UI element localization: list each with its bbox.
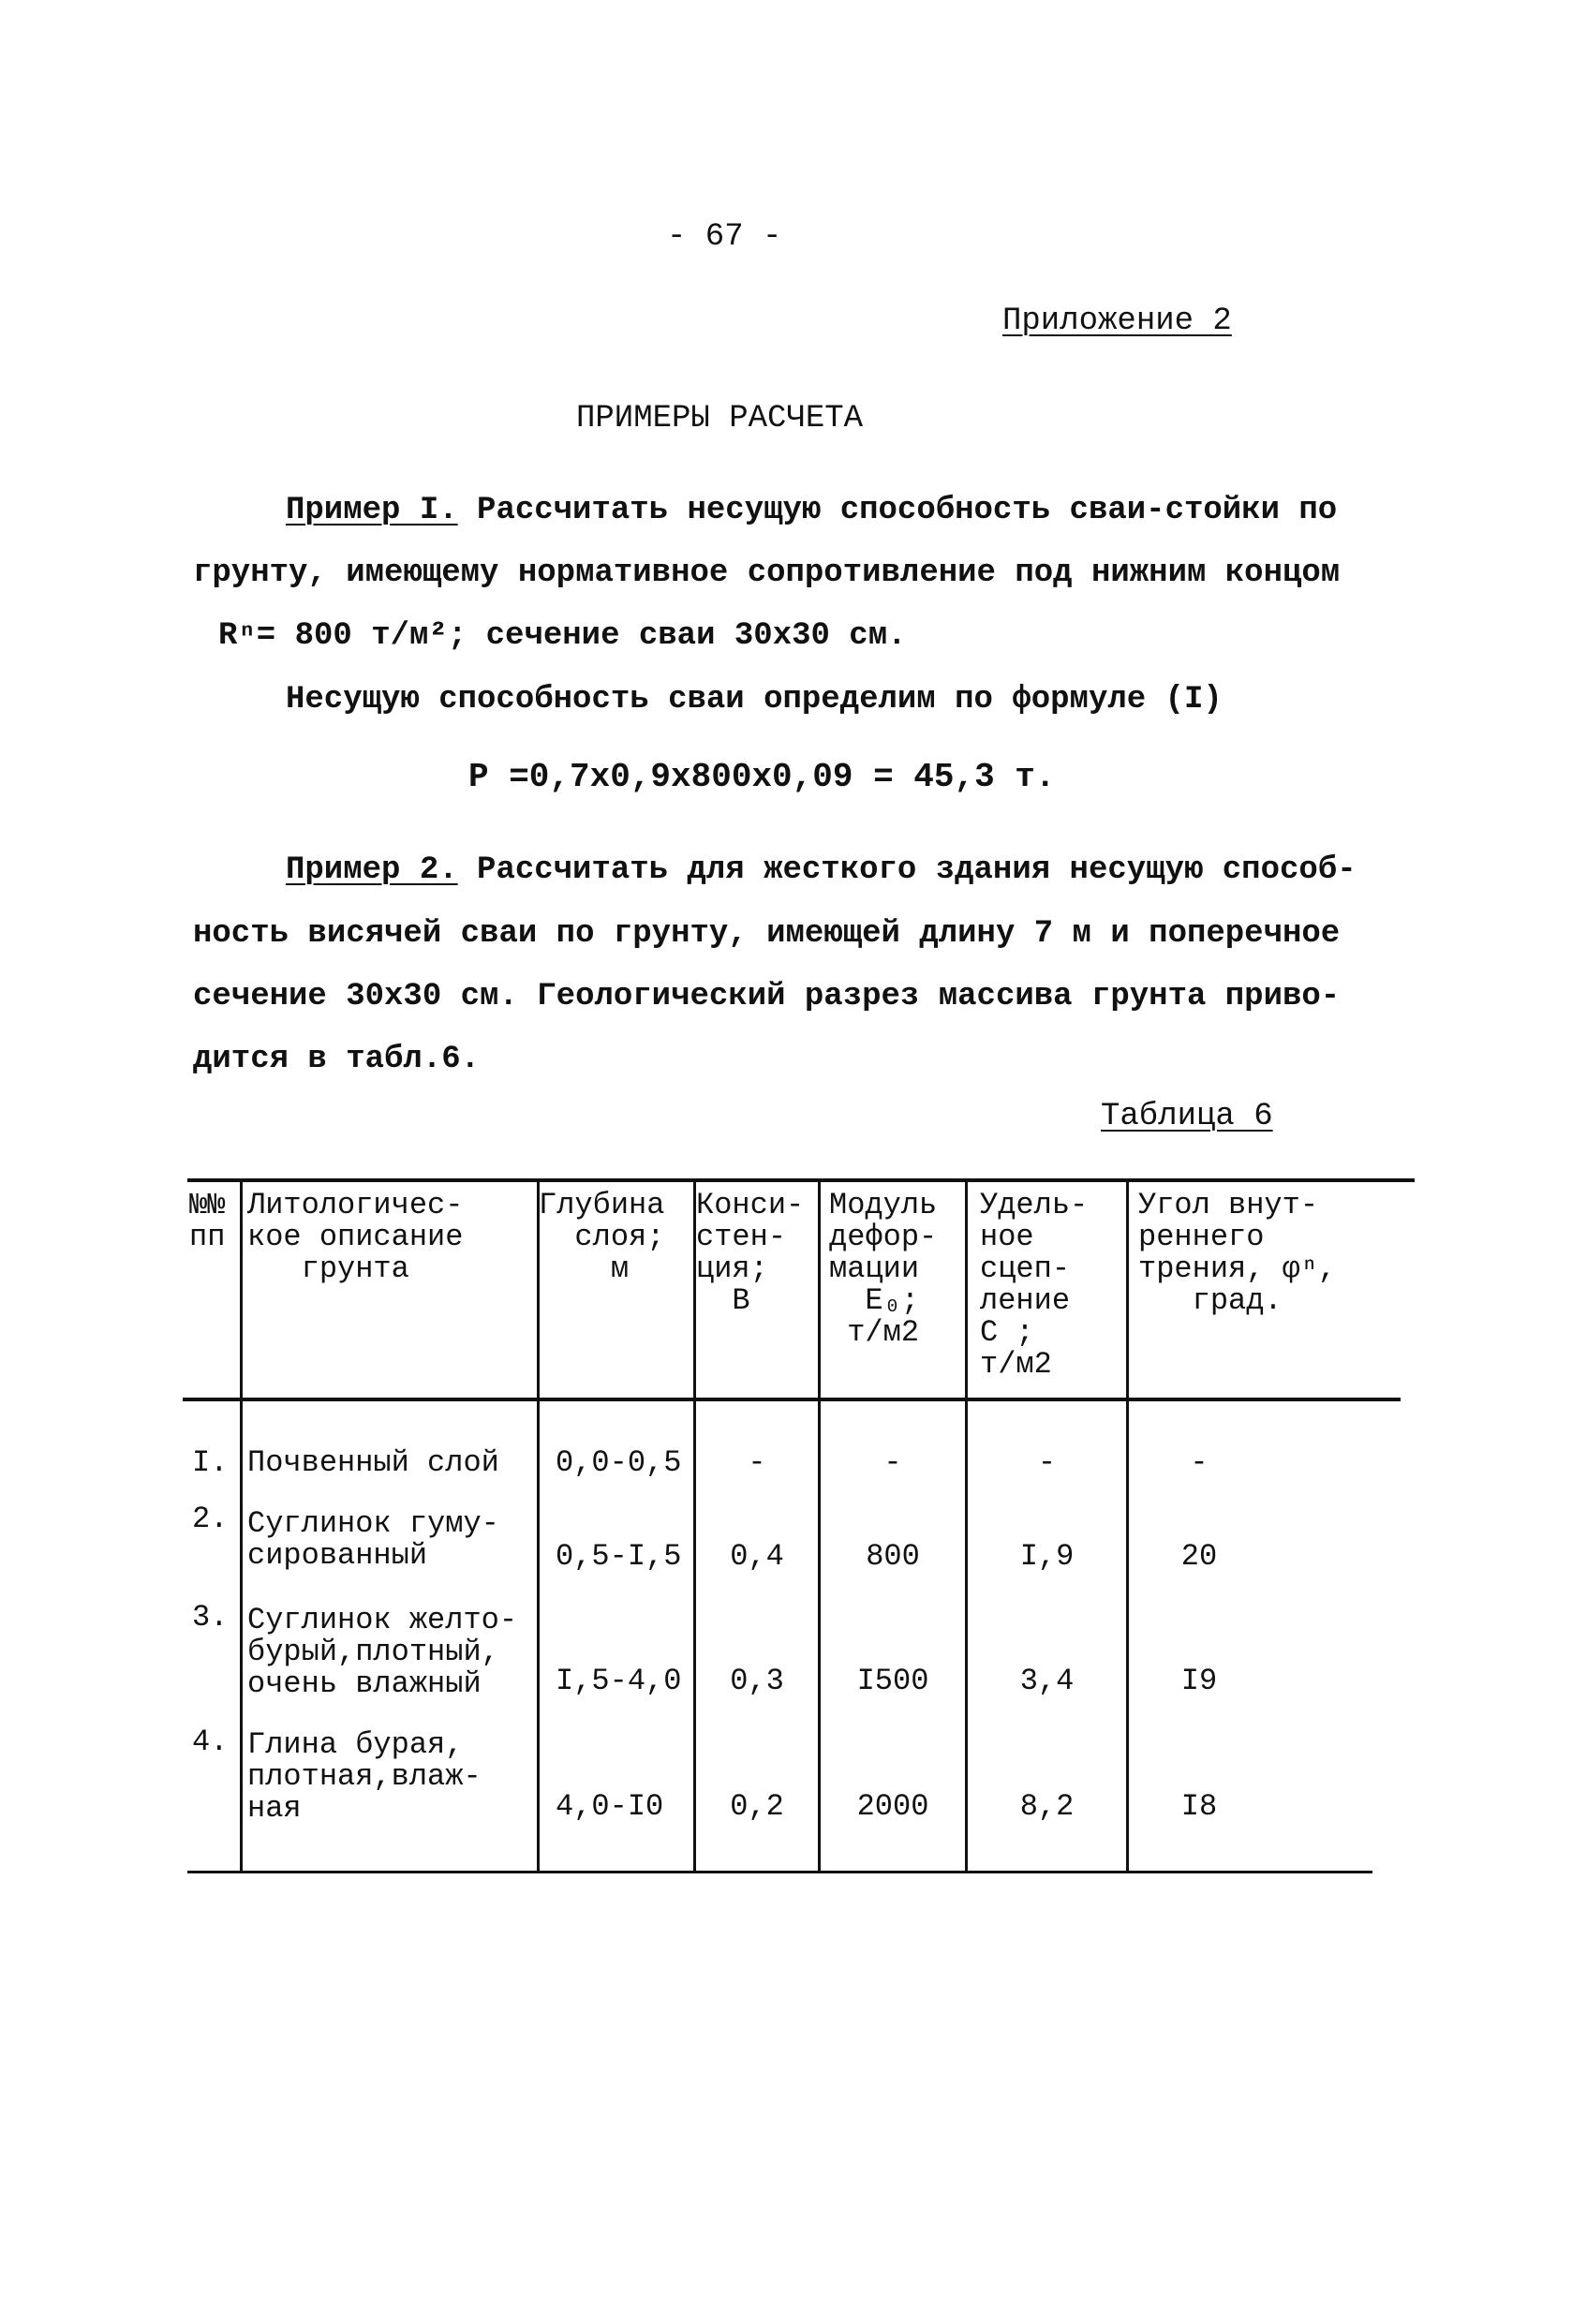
table-bottom-rule xyxy=(187,1871,1372,1873)
row2-cohesion: I,9 xyxy=(1019,1539,1075,1574)
row3-num: 3. xyxy=(192,1600,229,1635)
col-divider xyxy=(818,1180,821,1873)
row4-modulus: 2000 xyxy=(856,1789,929,1824)
header-depth: Глубина слоя; м xyxy=(539,1188,665,1286)
row2-friction: 20 xyxy=(1180,1539,1218,1574)
table-caption: Таблица 6 xyxy=(1101,1099,1273,1134)
header-consistency: Конси- стен- ция; B xyxy=(696,1188,805,1318)
row1-consistency: - xyxy=(748,1445,766,1480)
header-cohesion: Удель- ное сцеп- ление C ; т/м2 xyxy=(980,1188,1089,1382)
example2-paragraph xyxy=(286,854,1357,886)
row2-consistency: 0,4 xyxy=(730,1539,784,1574)
row1-cohesion: - xyxy=(1037,1445,1057,1480)
row1-friction: - xyxy=(1190,1445,1209,1480)
example2-line1: Рассчитать для жесткого здания несущую способ- xyxy=(457,852,1357,888)
row4-consistency: 0,2 xyxy=(730,1789,784,1824)
example1-line2: грунту, имеющему нормативное сопротивление под нижним концом xyxy=(193,555,1341,591)
row3-consistency: 0,3 xyxy=(730,1664,784,1698)
row4-depth: 4,0-I0 xyxy=(556,1789,664,1824)
row1-depth: 0,0-0,5 xyxy=(556,1445,682,1480)
example2-label: Пример 2. xyxy=(286,852,458,888)
example1-label: Пример I. xyxy=(286,493,458,528)
page-number: - 67 - xyxy=(667,219,782,255)
header-num: №№ пп xyxy=(189,1188,226,1254)
row1-num: I. xyxy=(192,1445,229,1480)
example2-line2: ность висячей сваи по грунту, имеющей длину 7 м и поперечное xyxy=(193,916,1341,952)
row4-friction: I8 xyxy=(1180,1789,1218,1824)
row3-friction: I9 xyxy=(1180,1664,1218,1698)
col-divider xyxy=(240,1180,243,1873)
row2-modulus: 800 xyxy=(866,1539,920,1574)
example2-line4: дится в табл.6. xyxy=(193,1042,481,1077)
example1-paragraph xyxy=(286,495,1337,526)
appendix-label: Приложение 2 xyxy=(1002,303,1232,339)
row2-depth: 0,5-I,5 xyxy=(556,1539,682,1574)
row3-desc: Суглинок желто- бурый,плотный, очень влажный xyxy=(247,1603,518,1701)
row2-num: 2. xyxy=(192,1502,229,1536)
row1-desc: Почвенный слой xyxy=(247,1445,499,1480)
header-modulus: Модуль дефор- мации E₀; т/м2 xyxy=(829,1188,938,1350)
row1-modulus: - xyxy=(883,1445,902,1480)
header-friction: Угол внут- реннего трения, φⁿ, град. xyxy=(1138,1188,1337,1318)
row3-depth: I,5-4,0 xyxy=(556,1664,682,1698)
example1-line3: Rⁿ= 800 т/м²; сечение сваи 30х30 см. xyxy=(218,618,907,654)
col-divider xyxy=(965,1180,968,1873)
example2-line3: сечение 30х30 см. Геологический разрез массива грунта приво- xyxy=(193,979,1341,1014)
header-desc: Литологичес- кое описание грунта xyxy=(247,1188,464,1286)
row4-desc: Глина бурая, плотная,влаж- ная xyxy=(247,1727,482,1826)
col-divider xyxy=(1126,1180,1129,1873)
example1-line1: Рассчитать несущую способность сваи-стойки по xyxy=(457,493,1338,528)
row2-desc: Суглинок гуму- сированный xyxy=(247,1506,499,1573)
table-header-rule xyxy=(183,1398,1401,1401)
example1-line4: Несущую способность сваи определим по формуле (I) xyxy=(286,682,1223,718)
row4-num: 4. xyxy=(192,1724,229,1759)
table-top-rule xyxy=(187,1178,1415,1182)
row4-cohesion: 8,2 xyxy=(1019,1789,1075,1824)
row3-cohesion: 3,4 xyxy=(1019,1664,1075,1698)
example1-formula: P =0,7х0,9х800х0,09 = 45,3 т. xyxy=(468,758,1056,796)
row3-modulus: I500 xyxy=(856,1664,929,1698)
page-title: ПРИМЕРЫ РАСЧЕТА xyxy=(576,401,864,437)
